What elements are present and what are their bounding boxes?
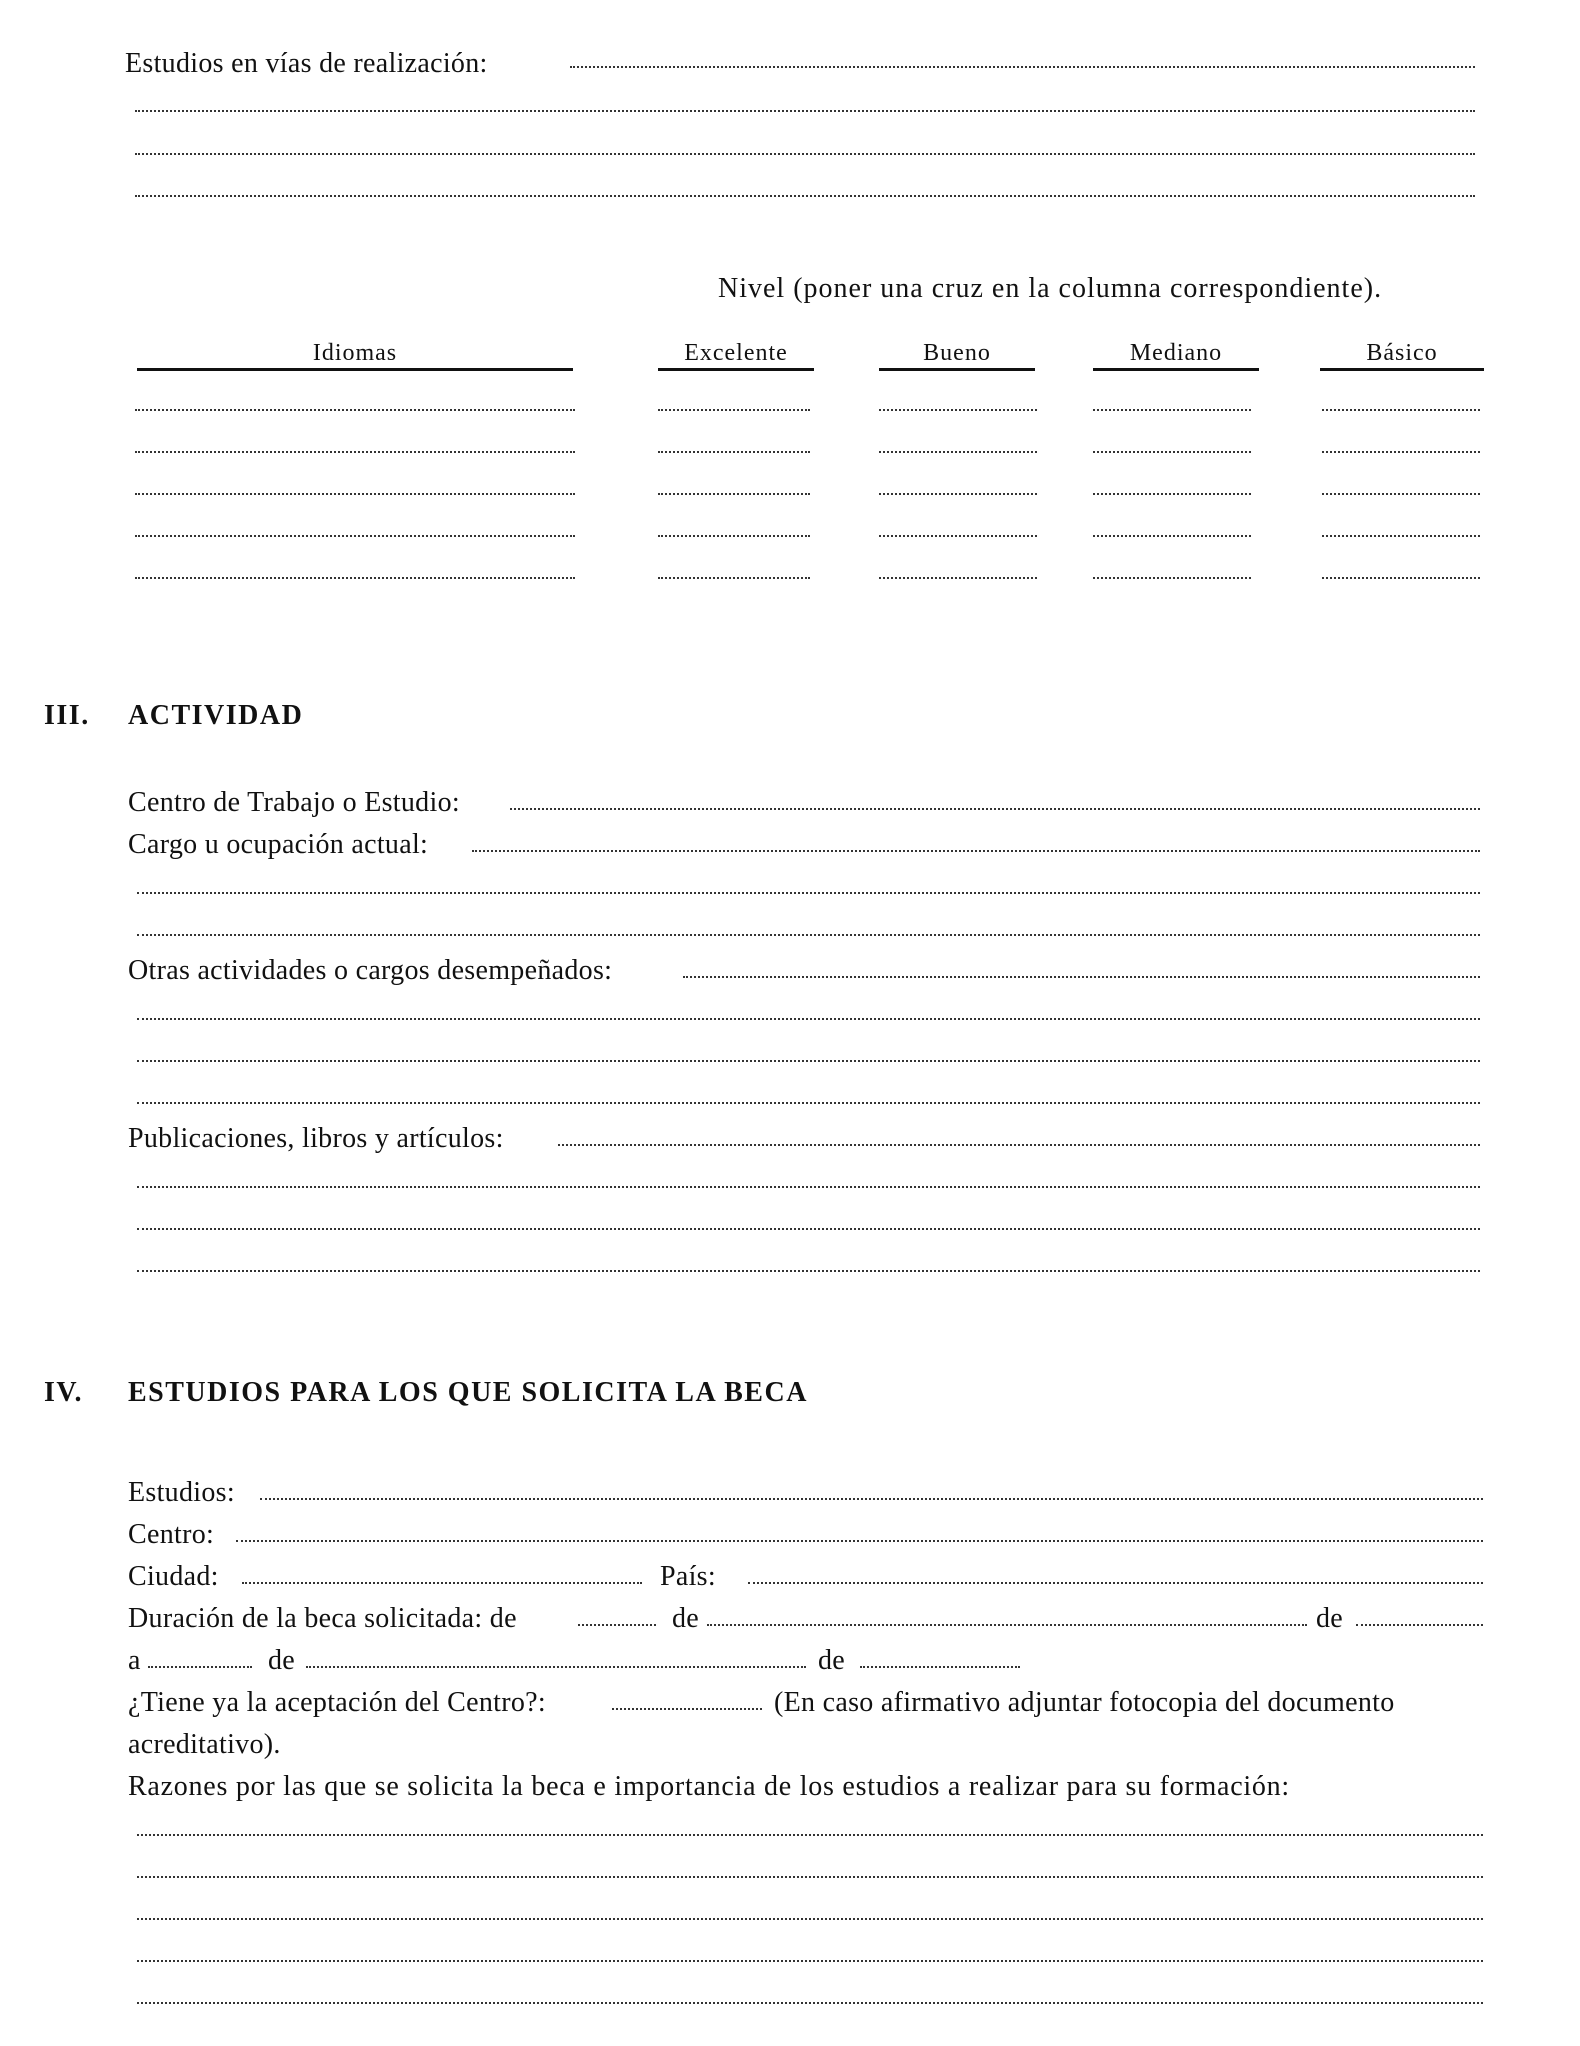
publicaciones-line[interactable] <box>137 1270 1480 1272</box>
duracion-mes-inicio-field[interactable] <box>707 1624 1307 1626</box>
otras-actividades-line[interactable] <box>137 1018 1480 1020</box>
basico-field[interactable] <box>1322 409 1480 411</box>
razones-line[interactable] <box>137 1834 1483 1836</box>
section-iii-title: ACTIVIDAD <box>128 700 304 731</box>
duracion-dia-inicio-field[interactable] <box>578 1624 656 1626</box>
basico-field[interactable] <box>1322 493 1480 495</box>
de-word: de <box>1316 1603 1344 1634</box>
column-rule <box>137 368 573 371</box>
publicaciones-line[interactable] <box>137 1186 1480 1188</box>
de-word: de <box>672 1603 700 1634</box>
duracion-anio-inicio-field[interactable] <box>1356 1624 1483 1626</box>
duracion-label: Duración de la beca solicitada: de <box>128 1603 517 1634</box>
otras-actividades-label: Otras actividades o cargos desempeñados: <box>128 955 613 986</box>
section-iv-title: ESTUDIOS PARA LOS QUE SOLICITA LA BECA <box>128 1377 808 1408</box>
otras-actividades-line[interactable] <box>137 1102 1480 1104</box>
cargo-field[interactable] <box>472 850 1480 852</box>
excelente-field[interactable] <box>658 493 810 495</box>
ciudad-field[interactable] <box>242 1582 642 1584</box>
mediano-field[interactable] <box>1093 409 1251 411</box>
cargo-label: Cargo u ocupación actual: <box>128 829 429 860</box>
section-iii-number: III. <box>44 700 90 731</box>
razones-line[interactable] <box>137 1918 1483 1920</box>
aceptacion-label: ¿Tiene ya la aceptación del Centro?: <box>128 1687 546 1718</box>
estudios-en-curso-line[interactable] <box>135 110 1475 112</box>
centro-trabajo-label: Centro de Trabajo o Estudio: <box>128 787 460 818</box>
otras-actividades-line[interactable] <box>137 1060 1480 1062</box>
bueno-field[interactable] <box>879 577 1037 579</box>
pais-field[interactable] <box>748 1582 1483 1584</box>
publicaciones-field[interactable] <box>558 1144 1480 1146</box>
bueno-field[interactable] <box>879 535 1037 537</box>
idioma-field[interactable] <box>135 451 575 453</box>
excelente-field[interactable] <box>658 451 810 453</box>
de-word: de <box>818 1645 846 1676</box>
de-word: de <box>268 1645 296 1676</box>
centro-field[interactable] <box>236 1540 1483 1542</box>
estudios-en-curso-line[interactable] <box>135 195 1475 197</box>
idioma-field[interactable] <box>135 493 575 495</box>
otras-actividades-field[interactable] <box>683 976 1480 978</box>
cargo-line[interactable] <box>137 892 1480 894</box>
column-header-basico: Básico <box>1366 340 1438 366</box>
duracion-anio-fin-field[interactable] <box>860 1666 1020 1668</box>
aceptacion-field[interactable] <box>612 1708 762 1710</box>
estudios-label: Estudios: <box>128 1477 235 1508</box>
mediano-field[interactable] <box>1093 451 1251 453</box>
nivel-note: Nivel (poner una cruz en la columna correspondiente). <box>718 273 1383 304</box>
centro-trabajo-field[interactable] <box>510 808 1480 810</box>
column-rule <box>1093 368 1259 371</box>
column-rule <box>1320 368 1484 371</box>
razones-line[interactable] <box>137 1876 1483 1878</box>
aceptacion-note-cont: acreditativo). <box>128 1729 281 1760</box>
aceptacion-note: (En caso afirmativo adjuntar fotocopia del documento <box>774 1687 1395 1718</box>
basico-field[interactable] <box>1322 535 1480 537</box>
mediano-field[interactable] <box>1093 577 1251 579</box>
duracion-dia-fin-field[interactable] <box>148 1666 252 1668</box>
razones-label: Razones por las que se solicita la beca e importancia de los estudios a realizar para su formación: <box>128 1771 1290 1802</box>
razones-line[interactable] <box>137 1960 1483 1962</box>
column-header-mediano: Mediano <box>1129 340 1223 366</box>
a-word: a <box>128 1645 141 1676</box>
publicaciones-label: Publicaciones, libros y artículos: <box>128 1123 504 1154</box>
centro-label: Centro: <box>128 1519 215 1550</box>
bueno-field[interactable] <box>879 493 1037 495</box>
publicaciones-line[interactable] <box>137 1228 1480 1230</box>
ciudad-label: Ciudad: <box>128 1561 219 1592</box>
duracion-mes-fin-field[interactable] <box>306 1666 806 1668</box>
column-header-bueno: Bueno <box>923 340 991 366</box>
estudios-field[interactable] <box>260 1498 1483 1500</box>
column-rule <box>658 368 814 371</box>
bueno-field[interactable] <box>879 451 1037 453</box>
mediano-field[interactable] <box>1093 493 1251 495</box>
idioma-field[interactable] <box>135 409 575 411</box>
column-rule <box>879 368 1035 371</box>
section-iv-number: IV. <box>44 1377 84 1408</box>
basico-field[interactable] <box>1322 577 1480 579</box>
excelente-field[interactable] <box>658 409 810 411</box>
estudios-en-curso-field[interactable] <box>570 66 1475 68</box>
estudios-en-curso-label: Estudios en vías de realización: <box>125 48 488 79</box>
column-header-excelente: Excelente <box>684 340 788 366</box>
estudios-en-curso-line[interactable] <box>135 153 1475 155</box>
idioma-field[interactable] <box>135 577 575 579</box>
bueno-field[interactable] <box>879 409 1037 411</box>
cargo-line[interactable] <box>137 934 1480 936</box>
mediano-field[interactable] <box>1093 535 1251 537</box>
razones-line[interactable] <box>137 2002 1483 2004</box>
excelente-field[interactable] <box>658 577 810 579</box>
pais-label: País: <box>660 1561 716 1592</box>
column-header-idiomas: Idiomas <box>312 340 398 366</box>
basico-field[interactable] <box>1322 451 1480 453</box>
excelente-field[interactable] <box>658 535 810 537</box>
idioma-field[interactable] <box>135 535 575 537</box>
